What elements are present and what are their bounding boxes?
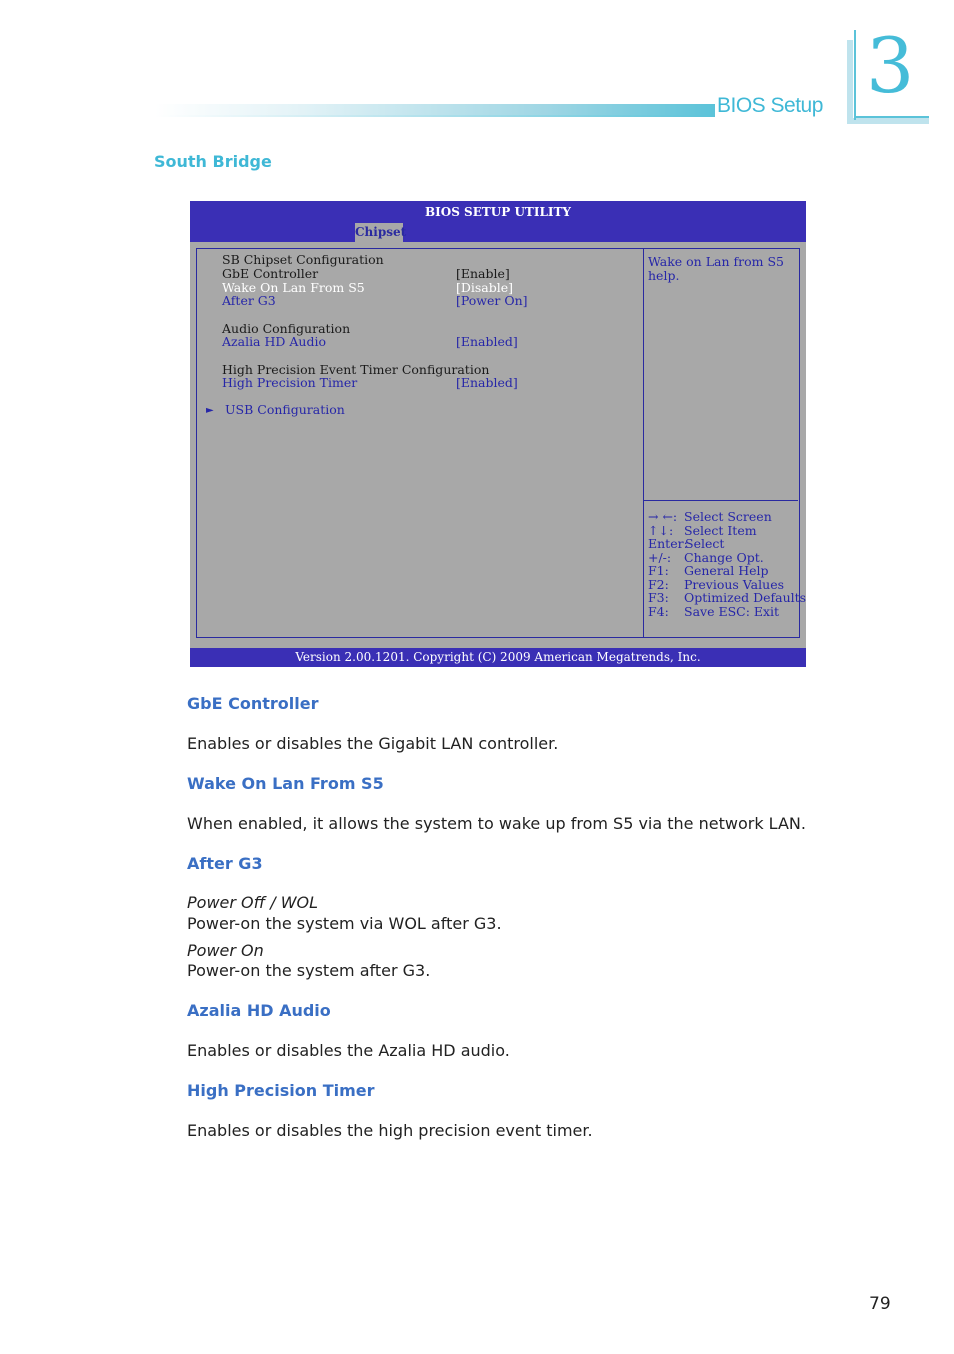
submenu-arrow-icon: ► — [206, 405, 214, 416]
paragraph-power-off-wol: Power-on the system via WOL after G3. — [187, 914, 502, 933]
bios-item-after-g3[interactable]: After G3 — [222, 293, 276, 308]
paragraph-wake-on-lan: When enabled, it allows the system to wake up from S5 via the network LAN. — [187, 814, 806, 833]
heading-wake-on-lan: Wake On Lan From S5 — [187, 774, 384, 793]
bios-options-list — [197, 249, 644, 637]
tab-chipset[interactable]: Chipset — [355, 223, 403, 242]
bios-help-text: Wake on Lan from S5 help. — [648, 254, 784, 283]
bios-tab-row — [190, 221, 806, 242]
bios-item-azalia-hd-audio[interactable]: Azalia HD Audio — [222, 334, 326, 349]
section-title: South Bridge — [154, 152, 272, 171]
key-label: F3: — [648, 590, 669, 605]
bios-item-header: High Precision Event Timer Configuration — [222, 362, 490, 377]
bios-item-usb-configuration[interactable]: USB Configuration — [225, 402, 345, 417]
key-label: Enter: — [648, 536, 688, 551]
chapter-title: BIOS Setup — [717, 94, 823, 117]
bios-item-header: SB Chipset Configuration — [222, 252, 384, 267]
page-number: 79 — [869, 1294, 891, 1314]
key-desc: Select — [685, 536, 725, 551]
key-desc: Previous Values — [684, 576, 784, 592]
bios-help-panel — [644, 249, 807, 637]
bios-item-header: Audio Configuration — [222, 321, 351, 336]
bios-value-gbe-controller[interactable]: [Enable] — [456, 266, 510, 281]
heading-gbe-controller: GbE Controller — [187, 694, 319, 713]
bios-value-high-precision-timer[interactable]: [Enabled] — [456, 375, 518, 390]
key-desc: Select Screen — [684, 509, 772, 524]
key-desc: General Help — [684, 563, 769, 578]
key-desc: Change Opt. — [684, 549, 764, 565]
paragraph-azalia-hd-audio: Enables or disables the Azalia HD audio. — [187, 1041, 510, 1060]
key-desc: Save ESC: Exit — [684, 603, 780, 619]
heading-azalia-hd-audio: Azalia HD Audio — [187, 1001, 331, 1020]
key-label: F2: — [648, 576, 669, 592]
paragraph-high-precision-timer: Enables or disables the high precision event timer. — [187, 1121, 593, 1140]
option-power-off-wol: Power Off / WOL — [187, 893, 319, 912]
bios-value-wake-on-lan[interactable]: [Disable] — [456, 280, 514, 295]
bios-item-high-precision-timer[interactable]: High Precision Timer — [222, 375, 358, 390]
key-label: F4: — [648, 603, 669, 619]
bios-value-after-g3[interactable]: [Power On] — [456, 293, 528, 308]
bios-value-azalia-hd-audio[interactable]: [Enabled] — [456, 334, 518, 349]
bios-item-gbe-controller[interactable]: GbE Controller — [222, 266, 319, 281]
option-power-on: Power On — [187, 941, 264, 960]
bios-title-bar: BIOS SETUP UTILITY — [190, 201, 806, 221]
divider — [644, 500, 798, 501]
key-label: +/-: — [648, 549, 672, 565]
key-desc: Optimized Defaults — [684, 590, 807, 605]
paragraph-power-on: Power-on the system after G3. — [187, 961, 431, 980]
key-label: F1: — [648, 563, 669, 578]
bios-item-wake-on-lan[interactable]: Wake On Lan From S5 — [222, 280, 365, 295]
key-desc: Select Item — [684, 522, 757, 538]
chapter-number: 3 — [866, 21, 915, 110]
heading-high-precision-timer: High Precision Timer — [187, 1081, 375, 1100]
bios-screenshot — [190, 201, 806, 667]
bios-main-panel — [196, 248, 807, 638]
header-rule — [155, 115, 715, 117]
key-label: → ←: — [648, 509, 678, 524]
key-label: ↑↓: — [648, 522, 674, 538]
bios-footer: Version 2.00.1201. Copyright (C) 2009 American Megatrends, Inc. — [190, 648, 806, 667]
paragraph-gbe-controller: Enables or disables the Gigabit LAN controller. — [187, 734, 559, 753]
heading-after-g3: After G3 — [187, 854, 263, 873]
